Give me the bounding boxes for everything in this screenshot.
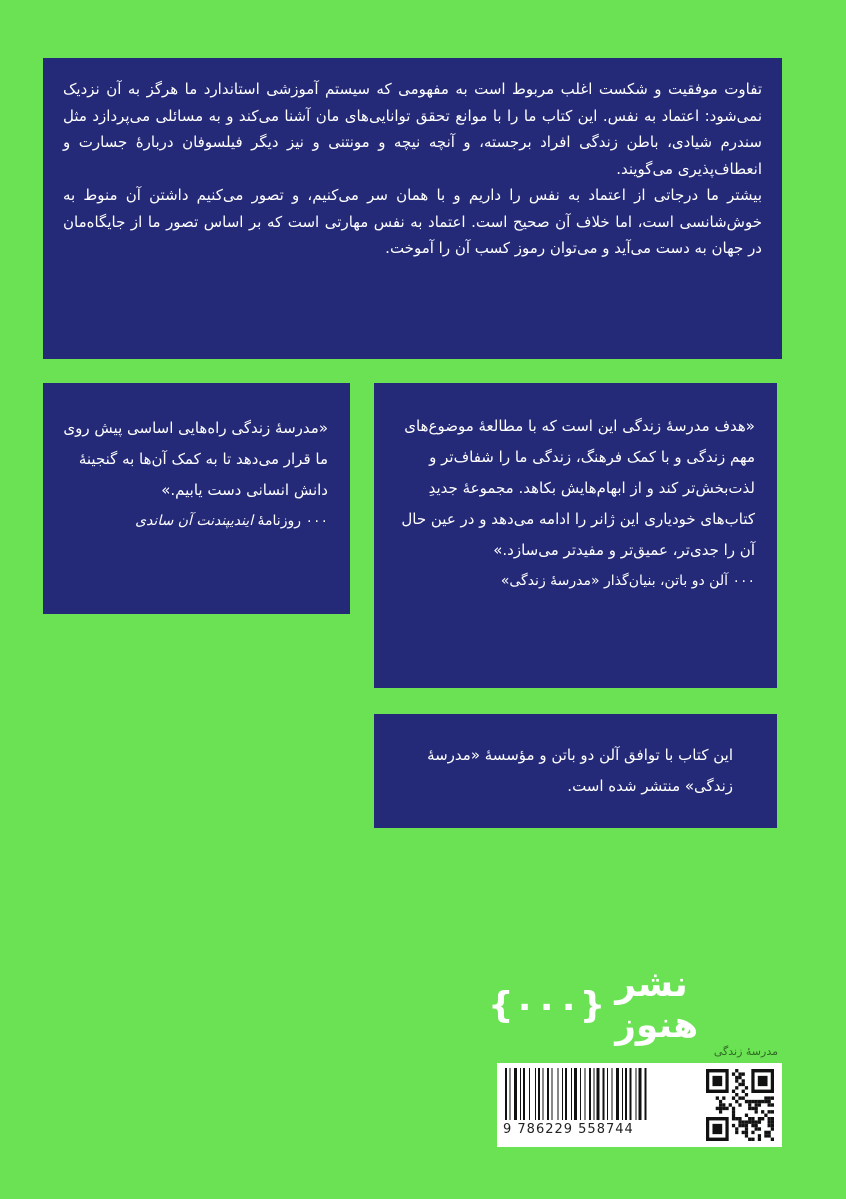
attribution-source: ایندیپندنت آن ساندی	[135, 513, 254, 529]
barcode-icon	[503, 1068, 695, 1120]
isbn-number: 9 786229 558744	[503, 1122, 634, 1137]
publisher-logo	[488, 964, 778, 1046]
quote-attribution	[63, 506, 328, 537]
imprint-label: مدرسهٔ زندگی	[713, 1045, 778, 1058]
quote-text: «مدرسهٔ زندگی راه‌هایی اساسی پیش روی ما قرار می‌دهد تا به کمک آن‌ها به گنجینهٔ دانش انسانی دست یابیم.»	[63, 419, 328, 499]
description-box	[43, 58, 782, 359]
quote-box-right	[374, 383, 777, 688]
license-note-box	[374, 714, 777, 828]
license-note-text: این کتاب با توافق آلن دو باتن و مؤسسهٔ «مدرسهٔ زندگی» منتشر شده است.	[427, 746, 733, 795]
quote-box-left	[43, 383, 350, 614]
description-paragraph-1: تفاوت موفقیت و شکست اغلب مربوط است به مفهومی که سیستم آموزشی استاندارد ما هرگز به آن نزدیک نمی‌شود: اعتماد به نفس. این کتاب ما را با موانع تحقق توانایی‌های مان آشنا می‌کند و به مسائلی می‌پردازد مثل سندرم شیادی، باطن زندگی افراد برجسته، و آنچه نیچه و مونتنی و نیز دیگر فیلسوفان دربارهٔ جسارت و انعطاف‌پذیری می‌گویند.	[63, 80, 762, 178]
description-paragraph-2: بیشتر ما درجاتی از اعتماد به نفس را داریم و با همان سر می‌کنیم، و تصور می‌کنیم داشتن آن منوط به خوش‌شانسی است، اما خلاف آن صحیح است. اعتماد به نفس مهارتی است که بر اساس تصور ما از جایگاه‌مان در جهان به دست می‌آید و می‌توان رموز کسب آن را آموخت.	[63, 186, 762, 257]
publisher-name: نشر هنوز	[615, 964, 699, 1046]
quote-attribution: ٠٠٠ آلن دو باتن، بنیان‌گذار «مدرسهٔ زندگی»	[500, 573, 755, 589]
quote-text: «هدف مدرسهٔ زندگی این است که با مطالعهٔ موضوع‌های مهم زندگی و با کمک فرهنگ، زندگی ما را شفاف‌تر و لذت‌بخش‌تر کند و از ابهام‌هایش بکاهد. مجموعهٔ جدیدِ کتاب‌های خودیاری این ژانر را ادامه می‌دهد و در عین حال آن را جدی‌تر، عمیق‌تر و مفیدتر می‌سازد.»	[401, 417, 755, 559]
attribution-prefix: ٠٠٠ روزنامهٔ	[257, 513, 328, 529]
qr-code-icon	[706, 1069, 774, 1141]
barcode-panel	[497, 1063, 782, 1147]
publisher-logo-mark: {٠٠٠}	[488, 984, 606, 1026]
